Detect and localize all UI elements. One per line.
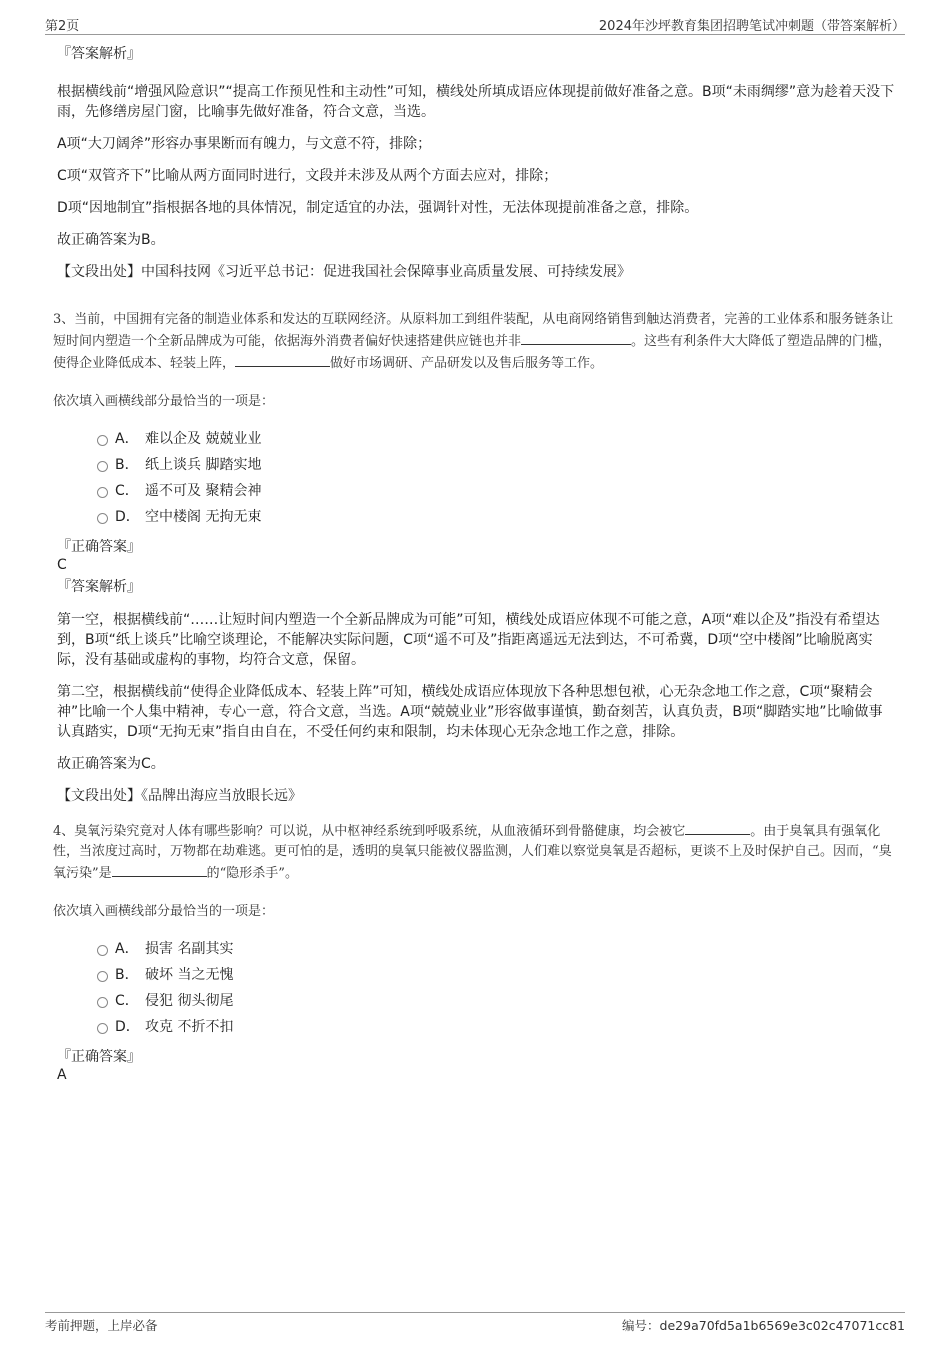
radio-button-icon[interactable] [97,945,108,956]
fill-blank [112,862,207,877]
option-text: 难以企及 兢兢业业 [145,431,262,447]
option-letter: D． [115,1019,140,1035]
code-value: de29a70fd5a1b6569e3c02c47071cc81 [659,1318,905,1333]
analysis-paragraph: 第一空，根据横线前“……让短时间内塑造一个全新品牌成为可能”可知，横线处成语应体现不可能之意，A项“难以企及”指没有希望达到，B项“纸上谈兵”比喻空谈理论，不能解决实际问题，C项“遥不可及”指距离遥远无法到达，不可希冀，D项“空中楼阁”比喻脱离实际，没有基础或虚构的事物，均符合文意，保留。 [57,612,880,668]
page-footer [45,1312,905,1337]
analysis-paragraph: A项“大刀阔斧”形容办事果断而有魄力，与文意不符，排除； [57,136,432,152]
option-a[interactable] [95,426,895,452]
source-citation: 【文段出处】《品牌出海应当放眼长远》 [57,788,302,804]
fill-blank [685,820,750,835]
correct-answer: C [57,557,67,573]
question-3 [53,310,895,806]
option-letter: A． [115,431,139,447]
question-text-part: 做好市场调研、产品研发以及售后服务等工作。 [330,356,604,371]
source-citation: 【文段出处】中国科技网《习近平总书记：促进我国社会保障事业高质量发展、可持续发展》 [57,264,631,280]
option-letter: D． [115,509,140,525]
page-content [53,44,895,1084]
analysis-paragraph: 第二空，根据横线前“使得企业降低成本、轻装上阵”可知，横线处成语应体现放下各种思想包袱，心无杂念地工作之意，C项“聚精会神”比喻一个人集中精神，专心一意，符合文意，当选。A项“兢兢业业”形容做事谨慎，勤奋刻苦，认真负责，B项“脚踏实地”比喻做事认真踏实，D项“无拘无束”指自由自在，不受任何约束和限制，均未体现心无杂念地工作之意，排除。 [57,684,883,740]
document-title: 2024年沙坪教育集团招聘笔试冲刺题（带答案解析） [598,19,905,34]
conclusion: 故正确答案为B。 [57,232,165,248]
radio-button-icon[interactable] [97,461,108,472]
correct-answer: A [57,1067,67,1083]
question-text-part: 。由于臭氧具有强氧化性，当浓度过高时，万物都在劫难逃。更可怕的是，透明的臭氧只能被仪器监测，人们难以察觉臭氧是否超标，更谈不上及时保护自己。因而，“臭氧污染”是 [53,824,892,881]
question-text-part: 的“隐形杀手”。 [206,866,298,881]
option-b[interactable] [95,962,895,988]
option-letter: B． [115,967,139,983]
analysis-label: 『答案解析』 [57,579,141,595]
option-d[interactable] [95,1014,895,1040]
answer-label: 『正确答案』 [57,539,141,555]
option-a[interactable] [95,936,895,962]
question-text-part: 4、臭氧污染究竟对人体有哪些影响？可以说，从中枢神经系统到呼吸系统，从血液循环到骨骼健康，均会被它 [53,824,686,839]
option-letter: A． [115,941,139,957]
question-prompt: 依次填入画横线部分最恰当的一项是： [53,394,275,409]
option-text: 空中楼阁 无拘无束 [145,509,262,525]
question-text-part: 。这些有利条件大大降低了塑造品牌的门槛，使得企业降低成本、轻装上阵， [53,334,892,371]
question-text [53,310,895,374]
footer-slogan: 考前押题，上岸必备 [45,1318,158,1333]
fill-blank [235,352,330,367]
radio-button-icon[interactable] [97,1023,108,1034]
radio-button-icon[interactable] [97,997,108,1008]
answer-label: 『正确答案』 [57,1049,141,1065]
option-c[interactable] [95,478,895,504]
question-4 [53,820,895,1084]
option-text: 纸上谈兵 脚踏实地 [145,457,262,473]
radio-button-icon[interactable] [97,513,108,524]
option-d[interactable] [95,504,895,530]
option-letter: C． [115,483,139,499]
q2-analysis-section [57,44,895,282]
document-code [622,1316,905,1334]
code-label: 编号： [622,1318,660,1333]
option-list [95,426,895,530]
analysis-paragraph: 根据横线前“增强风险意识”“提高工作预见性和主动性”可知，横线处所填成语应体现提前做好准备之意。B项“未雨绸缪”意为趁着天没下雨，先修缮房屋门窗，比喻事先做好准备，符合文意，当选。 [57,84,895,120]
option-text: 攻克 不折不扣 [145,1019,234,1035]
option-c[interactable] [95,988,895,1014]
question-prompt: 依次填入画横线部分最恰当的一项是： [53,904,275,919]
radio-button-icon[interactable] [97,487,108,498]
question-text-part: 3、当前，中国拥有完备的制造业体系和发达的互联网经济。从原料加工到组件装配，从电商网络销售到触达消费者，完善的工业体系和服务链条让短时间内塑造一个全新品牌成为可能，依据海外消费者偏好快速搭建供应链也并非 [53,312,894,349]
analysis-paragraph: D项“因地制宜”指根据各地的具体情况，制定适宜的办法，强调针对性，无法体现提前准备之意，排除。 [57,200,699,216]
page-header [45,14,905,35]
analysis-label: 『答案解析』 [57,46,141,62]
radio-button-icon[interactable] [97,971,108,982]
fill-blank [521,330,631,345]
conclusion: 故正确答案为C。 [57,756,165,772]
option-text: 侵犯 彻头彻尾 [145,993,234,1009]
option-text: 遥不可及 聚精会神 [145,483,262,499]
analysis-paragraph: C项“双管齐下”比喻从两方面同时进行，文段并未涉及从两个方面去应对，排除； [57,168,558,184]
option-letter: C． [115,993,139,1009]
question-text [53,820,895,884]
option-text: 破坏 当之无愧 [145,967,234,983]
option-list [95,936,895,1040]
option-letter: B． [115,457,139,473]
option-text: 损害 名副其实 [145,941,234,957]
option-b[interactable] [95,452,895,478]
page-number: 第2页 [45,19,80,34]
radio-button-icon[interactable] [97,435,108,446]
